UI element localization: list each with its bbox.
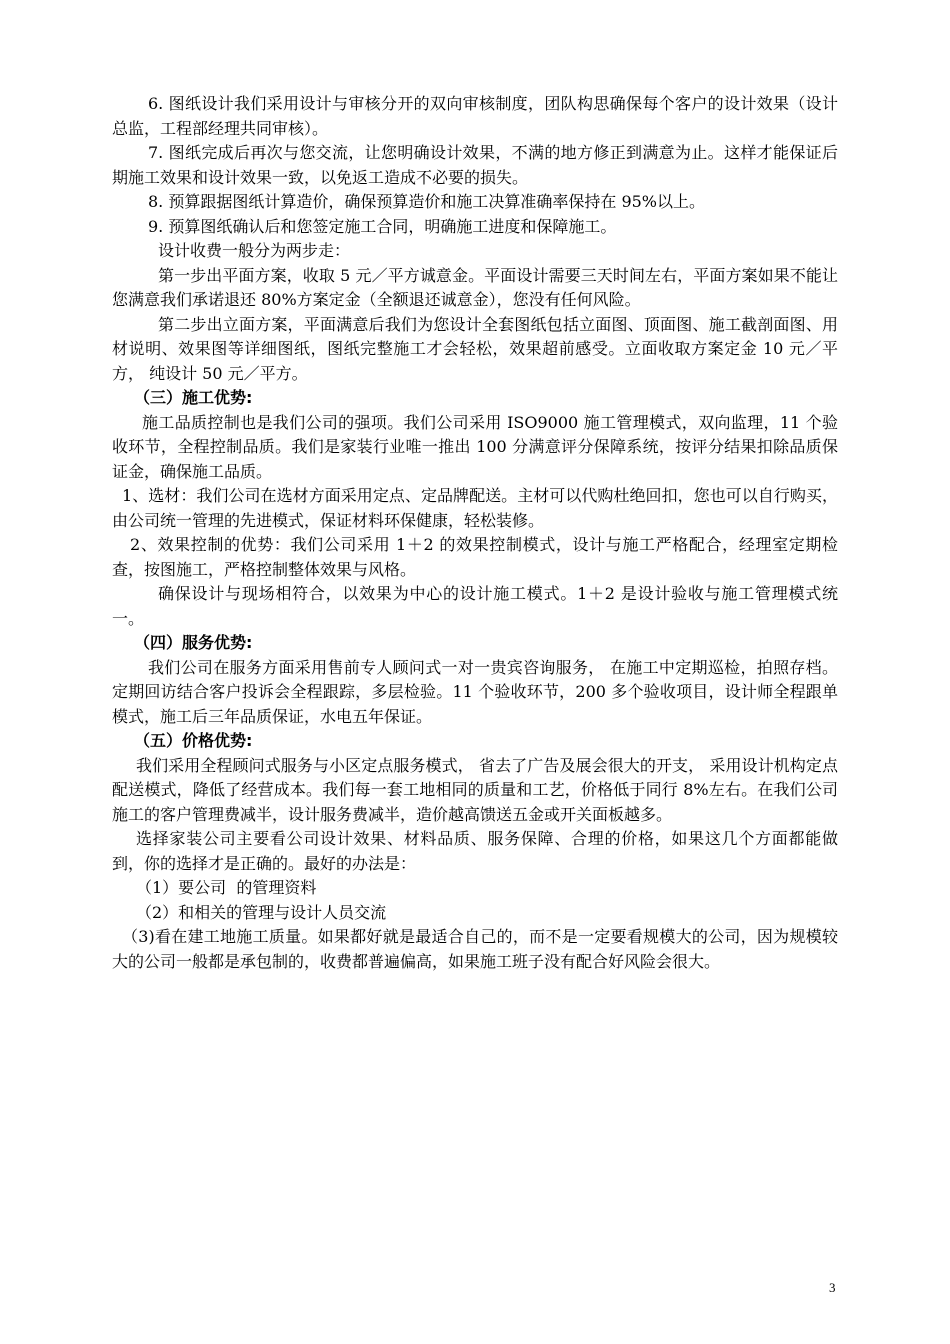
document-body — [112, 92, 838, 974]
paragraph-item-8: 8. 预算跟据图纸计算造价，确保预算造价和施工决算准确率保持在 95%以上。 — [148, 192, 706, 211]
tip-item-2: （2）和相关的管理与设计人员交流 — [136, 902, 387, 922]
fee-intro: 设计收费一般分为两步走： — [158, 241, 351, 260]
tip-item-1: （1）要公司 的管理资料 — [136, 878, 317, 897]
service-paragraph: 我们公司在服务方面采用售前专人顾问式一对一贵宾咨询服务， 在施工中定期巡检，拍照存档。定期回访结合客户投诉会全程跟踪，多层检验。11 个验收环节，200 多个验收项目，设计师全程跟单模式，施工后三年品质保证，水电五年保证。 — [112, 657, 838, 726]
fee-step-one: 第一步出平面方案，收取 5 元／平方诚意金。平面设计需要三天时间左右，平面方案如果不能让您满意我们承诺退还 80%方案定金（全额退还诚意金），您没有任何风险。 — [112, 265, 838, 309]
page-number: 3 — [829, 1280, 836, 1295]
paragraph-item-9: 9. 预算图纸确认后和您签定施工合同，明确施工进度和保障施工。 — [148, 216, 617, 236]
tip-item-3: （3)看在建工地施工质量。如果都好就是最适合自己的，而不是一定要看规模大的公司，因为规模较大的公司一般都是承包制的，收费都普遍偏高，如果施工班子没有配合好风险会很大。 — [112, 927, 838, 971]
fee-step-two: 第二步出立面方案，平面满意后我们为您设计全套图纸包括立面图、顶面图、施工截剖面图、用材说明、效果图等详细图纸，图纸完整施工才会轻松，效果超前感受。立面收取方案定金 10 元／平方， 纯设计 50 元／平方。 — [112, 314, 838, 383]
section-heading-service: （四）服务优势: — [134, 633, 253, 652]
paragraph-item-6: 6. 图纸设计我们采用设计与审核分开的双向审核制度，团队构思确保每个客户的设计效果（设计总监，工程部经理共同审核）。 — [112, 94, 838, 138]
effect-control-paragraph: 2、效果控制的优势：我们公司采用 1＋2 的效果控制模式，设计与施工严格配合，经理室定期检查，按图施工，严格控制整体效果与风格。 — [112, 535, 838, 579]
section-heading-price: （五）价格优势: — [134, 731, 253, 750]
section-heading-construction: （三）施工优势: — [134, 388, 253, 407]
materials-paragraph: 1、选材：我们公司在选材方面采用定点、定品牌配送。主材可以代购杜绝回扣，您也可以自行购买，由公司统一管理的先进模式，保证材料环保健康，轻松装修。 — [112, 486, 838, 530]
price-paragraph: 我们采用全程顾问式服务与小区定点服务模式， 省去了广告及展会很大的开支， 采用设计机构定点配送模式，降低了经营成本。我们每一套工地相同的质量和工艺，价格低于同行 8%左右。在我们公司施工的客户管理费减半，设计服务费减半，造价越高馈送五金或开关面板越多。 — [112, 755, 838, 824]
paragraph-item-7: 7. 图纸完成后再次与您交流，让您明确设计效果，不满的地方修正到满意为止。这样才能保证后期施工效果和设计效果一致，以免返工造成不必要的损失。 — [112, 143, 838, 187]
construction-quality-paragraph: 施工品质控制也是我们公司的强项。我们公司采用 ISO9000 施工管理模式，双向监理，11 个验收环节，全程控制品质。我们是家装行业唯一推出 100 分满意评分保障系统，按评分结果扣除品质保证金，确保施工品质。 — [112, 412, 838, 481]
effect-note-paragraph: 确保设计与现场相符合，以效果为中心的设计施工模式。1＋2 是设计验收与施工管理模式统一。 — [112, 584, 838, 628]
choose-paragraph: 选择家装公司主要看公司设计效果、材料品质、服务保障、合理的价格，如果这几个方面都能做到，你的选择才是正确的。最好的办法是： — [112, 829, 838, 873]
